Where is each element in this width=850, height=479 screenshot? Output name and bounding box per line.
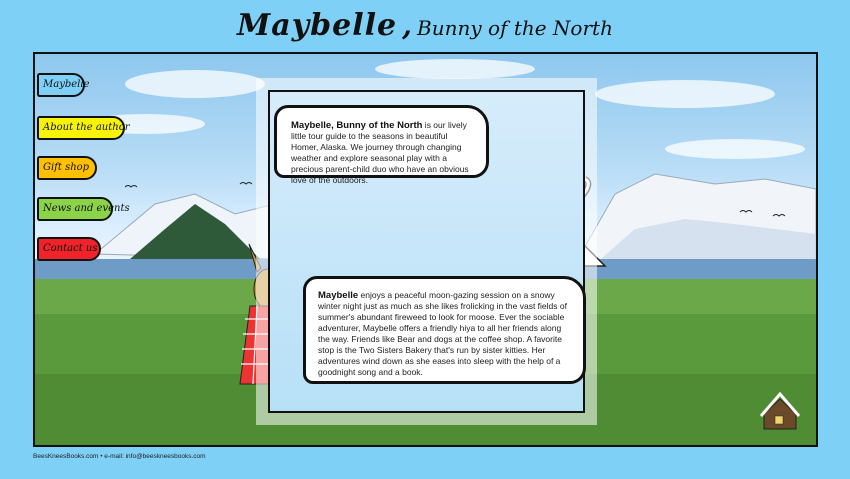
nav-item-about-author[interactable]: About the author (37, 116, 125, 140)
nav-item-contact-us[interactable]: Contact us (37, 237, 101, 261)
site-title-sub: Bunny of the North (417, 16, 613, 40)
footer-contact[interactable]: BeesKneesBooks.com • e-mail: info@beeskneesbooks.com (33, 453, 206, 460)
speech-bubble-intro (274, 105, 489, 185)
content-panel (256, 78, 597, 425)
story-text: enjoys a peaceful moon-gazing session on a snowy winter night just as much as she likes frolicking in the vast fields of summer's abundant fireweed to look for moose. Ever the sociable adventurer, Maybelle offers a friendly hiya to all her friends along the way. Friends like Bear and dogs at the coffee shop. A favorite stop is the Two Sisters Bakery that's run by sister kitties. Her adventures wind down as she eases into sleep with the help of a goodnight song and a book. (318, 290, 567, 377)
intro-lead: Maybelle, Bunny of the North (291, 120, 423, 131)
nav-item-gift-shop[interactable]: Gift shop (37, 156, 97, 180)
nav-item-news-events[interactable]: News and events (37, 197, 113, 221)
content-frame (268, 90, 585, 413)
illustration-scene (33, 52, 818, 447)
intro-text: is our lively little tour guide to the seasons in beautiful Homer, Alaska. We journey through changing weather and explore seasonal play with a precious parent-child duo who have an obvious love of the outdoors. (291, 120, 469, 185)
site-title-main: Maybelle (237, 8, 398, 43)
site-title (0, 8, 850, 48)
nav-item-maybelle[interactable]: Maybelle (37, 73, 85, 97)
site-title-comma: , (402, 9, 412, 42)
speech-bubble-story (303, 276, 586, 384)
story-lead: Maybelle (318, 290, 359, 301)
